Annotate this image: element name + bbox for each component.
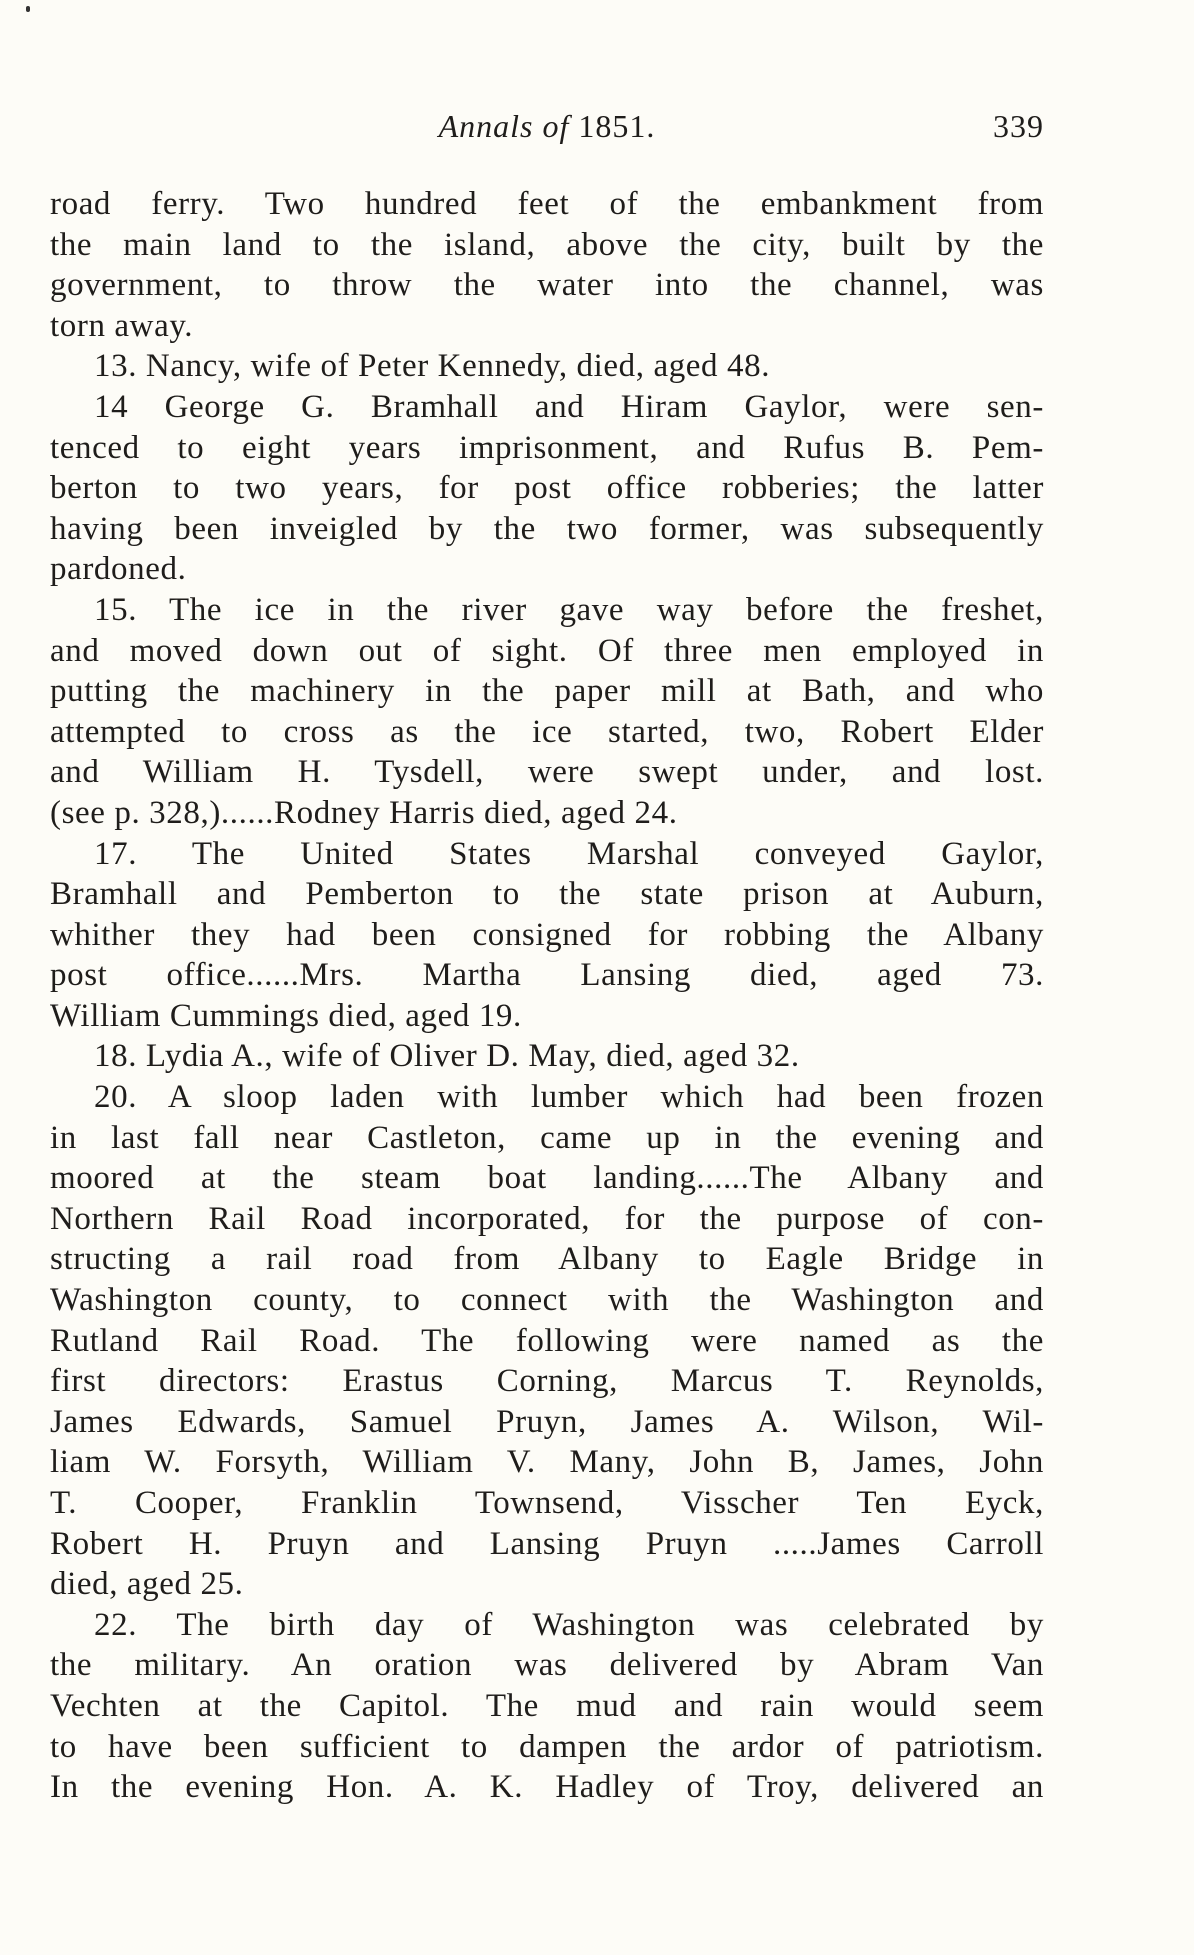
text-line: government, to throw the water into the channel, was (50, 267, 1044, 304)
text-line: pardoned. (50, 551, 187, 588)
text-line: moored at the steam boat landing......The Albany and (50, 1160, 1044, 1197)
text-line: (see p. 328,)......Rodney Harris died, aged 24. (50, 794, 678, 831)
text-line: 18. Lydia A., wife of Oliver D. May, died, aged 32. (94, 1038, 800, 1075)
text-line: Bramhall and Pemberton to the state prison at Auburn, (50, 876, 1044, 913)
page-number: 339 (993, 108, 1044, 144)
text-line: liam W. Forsyth, William V. Many, John B, James, John (50, 1444, 1044, 1481)
text-line: Vechten at the Capitol. The mud and rain would seem (50, 1687, 1044, 1724)
running-header (50, 108, 1044, 160)
text-line: 17. The United States Marshal conveyed Gaylor, (94, 835, 1044, 872)
text-line: putting the machinery in the paper mill at Bath, and who (50, 673, 1044, 710)
text-line: Washington county, to connect with the Washington and (50, 1282, 1044, 1319)
text-line: to have been sufficient to dampen the ardor of patriotism. (50, 1728, 1044, 1765)
book-page (50, 108, 1044, 1808)
header-year: 1851. (578, 108, 656, 144)
text-line: 20. A sloop laden with lumber which had been frozen (94, 1079, 1044, 1116)
text-line: In the evening Hon. A. K. Hadley of Troy, delivered an (50, 1769, 1044, 1806)
text-line: tenced to eight years imprisonment, and Rufus B. Pem- (50, 429, 1044, 466)
text-line: and moved down out of sight. Of three men employed in (50, 632, 1044, 669)
text-line: having been inveigled by the two former, was subsequently (50, 510, 1044, 547)
header-title (50, 108, 1044, 145)
text-line: Northern Rail Road incorporated, for the purpose of con- (50, 1200, 1044, 1237)
text-line: died, aged 25. (50, 1566, 244, 1603)
text-line: in last fall near Castleton, came up in the evening and (50, 1119, 1044, 1156)
text-line: post office......Mrs. Martha Lansing died, aged 73. (50, 957, 1044, 994)
text-line: whither they had been consigned for robbing the Albany (50, 916, 1044, 953)
text-line: attempted to cross as the ice started, two, Robert Elder (50, 713, 1044, 750)
text-line: first directors: Erastus Corning, Marcus T. Reynolds, (50, 1363, 1044, 1400)
body-text (50, 184, 1044, 1808)
ink-speck (26, 6, 30, 12)
text-line: Rutland Rail Road. The following were named as the (50, 1322, 1044, 1359)
header-title-prefix: Annals of (438, 108, 570, 144)
text-line: 14 George G. Bramhall and Hiram Gaylor, were sen- (94, 388, 1044, 425)
text-line: 22. The birth day of Washington was celebrated by (94, 1606, 1044, 1643)
text-line: James Edwards, Samuel Pruyn, James A. Wilson, Wil- (50, 1403, 1044, 1440)
text-line: T. Cooper, Franklin Townsend, Visscher Ten Eyck, (50, 1485, 1044, 1521)
text-line: the military. An oration was delivered by Abram Van (50, 1647, 1044, 1684)
text-line: structing a rail road from Albany to Eagle Bridge in (50, 1241, 1044, 1278)
text-line: road ferry. Two hundred feet of the embankment from (50, 186, 1044, 222)
text-line: the main land to the island, above the city, built by the (50, 226, 1044, 263)
text-line: 13. Nancy, wife of Peter Kennedy, died, aged 48. (94, 348, 771, 385)
text-line: William Cummings died, aged 19. (50, 997, 522, 1034)
text-line: and William H. Tysdell, were swept under, and lost. (50, 754, 1044, 791)
text-line: 15. The ice in the river gave way before the freshet, (94, 591, 1044, 628)
text-line: torn away. (50, 307, 194, 344)
text-line: Robert H. Pruyn and Lansing Pruyn .....James Carroll (50, 1525, 1044, 1562)
text-line: berton to two years, for post office robberies; the latter (50, 470, 1044, 507)
